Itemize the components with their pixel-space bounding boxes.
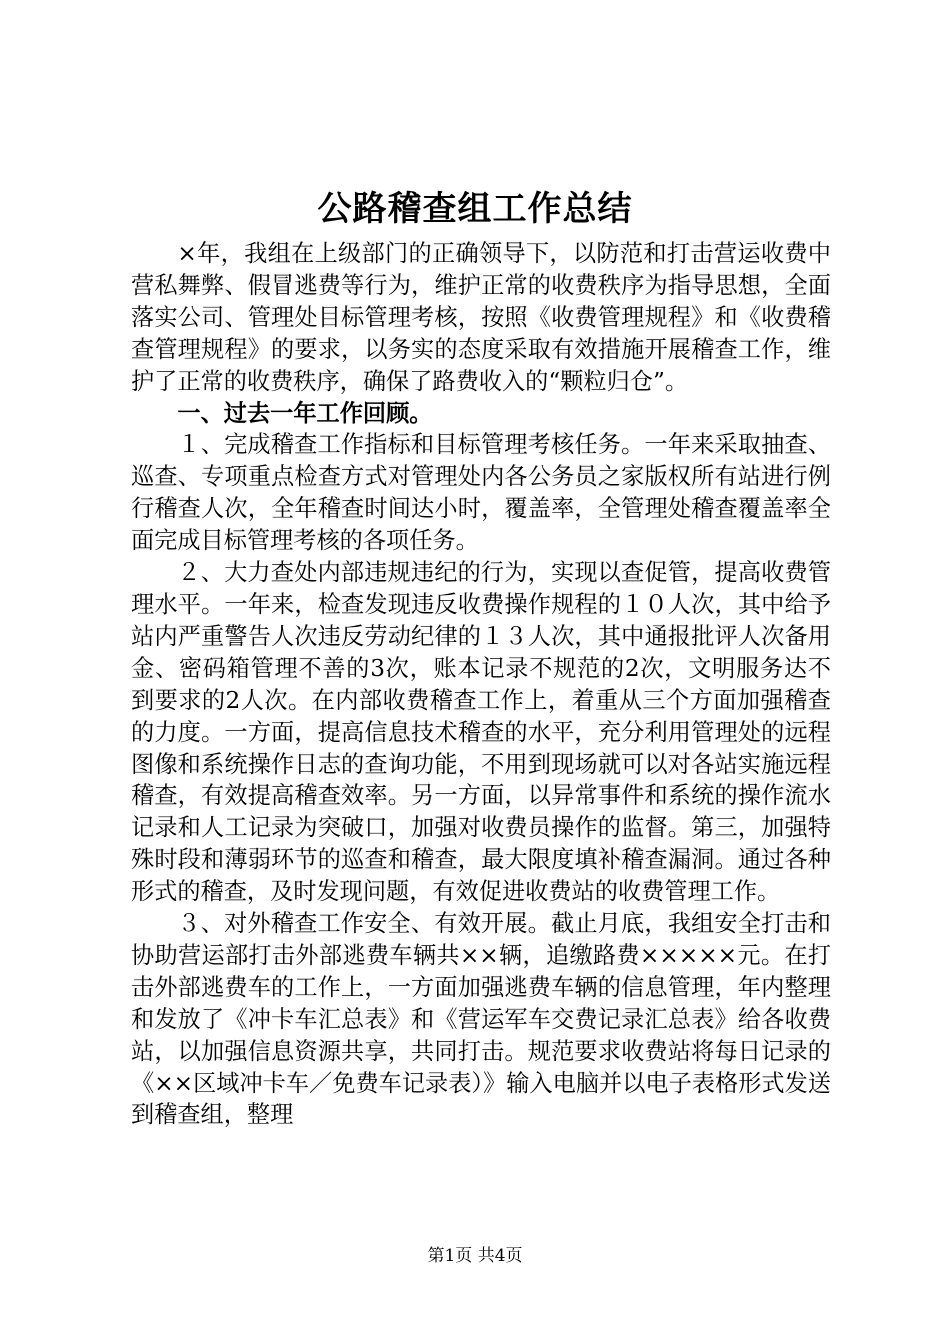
- page-title: 公路稽查组工作总结: [317, 189, 633, 229]
- paragraph-item-1: １、完成稽查工作指标和目标管理考核任务。一年来采取抽查、巡查、专项重点检查方式对管理处内各公务员之家版权所有站进行例行稽查人次，全年稽查时间达小时，覆盖率，全管理处稽查覆盖率全面完成目标管理考核的各项任务。: [131, 431, 831, 555]
- page-footer: 第1页 共4页: [427, 1246, 523, 1266]
- paragraph-item-3: ３、对外稽查工作安全、有效开展。截止月底，我组安全打击和协助营运部打击外部逃费车辆共××辆，追缴路费×××××元。在打击外部逃费车的工作上，一方面加强逃费车辆的信息管理，年内整理和发放了《冲卡车汇总表》和《营运军车交费记录汇总表》给各收费站，以加强信息资源共享，共同打击。规范要求收费站将每日记录的《××区域冲卡车／免费车记录表）》输入电脑并以电子表格形式发送到稽查组，整理: [131, 910, 831, 1129]
- section-heading: 一、过去一年工作回顾。: [177, 399, 433, 427]
- intro-paragraph: ×年，我组在上级部门的正确领导下，以防范和打击营运收费中营私舞弊、假冒逃费等行为，维护正常的收费秩序为指导思想，全面落实公司、管理处目标管理考核，按照《收费管理规程》和《收费稽查管理规程》的要求，以务实的态度采取有效措施开展稽查工作，维护了正常的收费秩序，确保了路费收入的“颗粒归仓”。: [131, 240, 831, 395]
- document-body: [131, 238, 831, 1131]
- paragraph-item-2: ２、大力查处内部违规违纪的行为，实现以查促管，提高收费管理水平。一年来，检查发现违反收费操作规程的１０人次，其中给予站内严重警告人次违反劳动纪律的１３人次，其中通报批评人次备用金、密码箱管理不善的3次，账本记录不规范的2次，文明服务达不到要求的2人次。在内部收费稽查工作上，着重从三个方面加强稽查的力度。一方面，提高信息技术稽查的水平，充分利用管理处的远程图像和系统操作日志的查询功能，不用到现场就可以对各站实施远程稽查，有效提高稽查效率。另一方面，以异常事件和系统的操作流水记录和人工记录为突破口，加强对收费员操作的监督。第三，加强特殊时段和薄弱环节的巡查和稽查，最大限度填补稽查漏洞。通过各种形式的稽查，及时发现问题，有效促进收费站的收费管理工作。: [131, 559, 831, 906]
